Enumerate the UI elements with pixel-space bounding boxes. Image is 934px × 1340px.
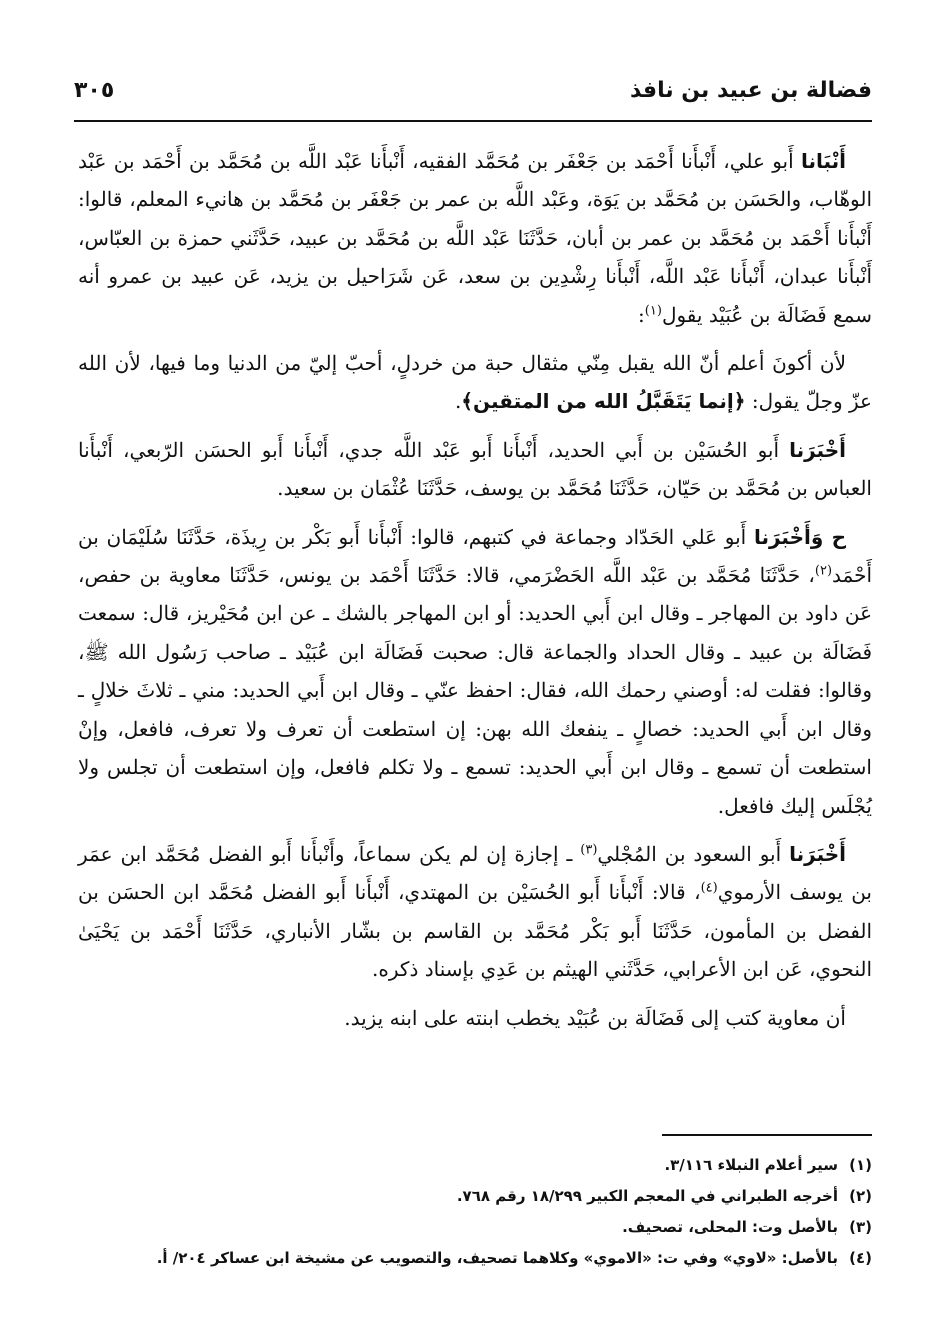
footnote-number: (٤) — [849, 1249, 872, 1267]
footnote-ref: (٣) — [580, 842, 598, 858]
paragraph-text: أَبو السعود بن المُجْلي — [597, 841, 790, 866]
footnote-ref: (١) — [644, 302, 662, 318]
header-rule — [74, 120, 872, 122]
footnote — [150, 1212, 872, 1243]
quran-verse: ﴿إنما يَتَقَبَّلُ الله من المتقين﴾ — [461, 389, 746, 414]
paragraph — [78, 835, 872, 989]
footnote-text: أخرجه الطبراني في المعجم الكبير ١٨/٢٩٩ رقم ٧٦٨. — [456, 1187, 838, 1205]
paragraph — [78, 518, 872, 825]
paragraph-text: أن معاوية كتب إلى فَضَالَة بن عُبَيْد يخطب ابنته على ابنه يزيد. — [344, 1005, 846, 1030]
running-header — [74, 78, 872, 118]
footnote — [150, 1243, 872, 1274]
paragraph-text: أَبو الحُسَيْن بن أَبي الحديد، أَنْبأَنا أَبو عَبْد اللَّه جدي، أَنْبأَنا أَبو الحسَن الرّبعي، أَنْبأَنا العباس بن مُحَمَّد بن حَيّان، حَدَّثَنَا مُحَمَّد بن يوسف، حَدَّثَنَا عُثْمَان بن سعيد. — [78, 437, 872, 501]
paragraph — [78, 344, 872, 421]
narration-keyword: أَخْبَرَنا — [789, 437, 846, 462]
page-number: ٣٠٥ — [74, 78, 115, 103]
paragraph — [78, 431, 872, 508]
paragraph — [78, 142, 872, 334]
footnote-number: (١) — [849, 1156, 872, 1174]
narration-keyword: أَخْبَرَنا — [789, 841, 847, 866]
paragraph-text: ، قالا: أَنْبأَنا أَبو الحُسَيْن بن المهتدي، أَنْبأَنا أَبو الفضل مُحَمَّد ابن الحسَن بن الفضل بن المأمون، حَدَّثَنَا أَبو بَكْر مُحَمَّد بن القاسم بن بشّار الأنباري، حَدَّثَنَا أَحْمَد بن يَحْيَىٰ النحوي، عَن ابن الأعرابي، حَدَّثَني الهيثم بن عَدِي بإسناد ذكره. — [78, 880, 872, 982]
footnote-number: (٢) — [849, 1187, 872, 1205]
footnote-number: (٣) — [849, 1218, 872, 1236]
footnote-text: بالأصل: «لاوي» وفي ت: «الاموي» وكلاهما تصحيف، والتصويب عن مشيخة ابن عساكر ٢٠٤/ أ. — [156, 1249, 838, 1267]
footnote-text: بالأصل وت: المحلى، تصحيف. — [622, 1218, 838, 1236]
footnote-separator — [662, 1134, 872, 1136]
header-title: فضالة بن عبيد بن نافذ — [629, 78, 872, 103]
paragraph-text: ـ إجازة إن لم يكن سماعاً، وأَنْبأَنا أَبو الفضل مُحَمَّد ابن عمَر بن يوسف الأرموي — [78, 841, 872, 905]
paragraph-text: لأن أكونَ أعلم أنّ الله يقبل مِنّي مثقال حبة من خردلٍ، أحبّ إليّ من الدنيا وما فيها، لأن الله عزّ وجلّ يقول: — [78, 351, 872, 414]
paragraph-text: ، حَدَّثَنَا مُحَمَّد بن عَبْد اللَّه الحَضْرَمي، قالا: حَدَّثَنَا أَحْمَد بن يونس، حَدَّثَنَا معاوية بن حفص، عَن داود بن المهاجر ـ وقال ابن أَبي الحديد: أو ابن المهاجر بالشك ـ عن ابن مُحَيْريز، قال: سمعت فَضَالَة بن عبيد ـ وقال الحداد والجماعة قال: صحبت فَضَالَة ابن عُبَيْد ـ صاحب رَسُول الله ﷺ، وقالوا: فقلت له: أوصني رحمك الله، فقال: احفظ عنّي ـ وقال ابن أَبي الحديد: مني ـ ثلاثَ خلالٍ ـ وقال ابن أَبي الحديد: خصالٍ ـ ينفعك الله بهن: إن استطعت أن تعرف ولا تعرف، فافعل، وإنْ استطعت أن تسمع ـ وقال ابن أَبي الحديد: تسمع ـ ولا تكلم فافعل، وإن استطعت أن تجلس ولا يُجْلَس إليك فافعل. — [78, 563, 872, 818]
footnote-text: سير أعلام النبلاء ٣/١١٦. — [664, 1156, 838, 1174]
footnote — [150, 1150, 872, 1181]
main-text — [78, 142, 872, 1047]
footnotes — [150, 1150, 872, 1274]
paragraph-text: : — [638, 302, 645, 327]
footnote — [150, 1181, 872, 1212]
paragraph-text: أَبو عَلي الحَدّاد وجماعة في كتبهم، قالوا: أَنْبأَنا أَبو بَكْر بن رِيذَة، حَدَّثَنَا سُلَيْمَان بن أَحْمَد — [78, 524, 872, 588]
paragraph-text: . — [454, 389, 462, 414]
footnote-ref: (٢) — [814, 563, 833, 579]
paragraph — [78, 999, 872, 1037]
narration-keyword: أَنْبَانا — [800, 149, 846, 173]
footnote-ref: (٤) — [700, 880, 718, 896]
paragraph-text: أَبو علي، أَنْبأَنا أَحْمَد بن جَعْفَر بن مُحَمَّد الفقيه، أَنْبأَنا عَبْد اللَّه بن مُحَمَّد بن أَحْمَد بن عَبْد الوهّاب، والحَسَن بن مُحَمَّد بن يَوَة، وعَبْد اللَّه بن عمر بن جَعْفَر بن مُحَمَّد بن هانيء المعلم، قالوا: أَنْبأَنا أَحْمَد بن مُحَمَّد بن عمر بن أبان، حَدَّثَنَا عَبْد اللَّه بن مُحَمَّد بن عبيد، حَدَّثَني حمزة بن العبّاس، أَنْبأَنا عبدان، أَنْبأَنا عَبْد اللَّه، أَنْبأَنا رِشْدِين بن سعد، عَن شَرَاحيل بن يزيد، عَن عبيد بن عمرو أنه سمع فَضَالَة بن عُبَيْد يقول — [78, 149, 872, 327]
narration-keyword: ح وَأَخْبَرَنا — [753, 524, 846, 549]
